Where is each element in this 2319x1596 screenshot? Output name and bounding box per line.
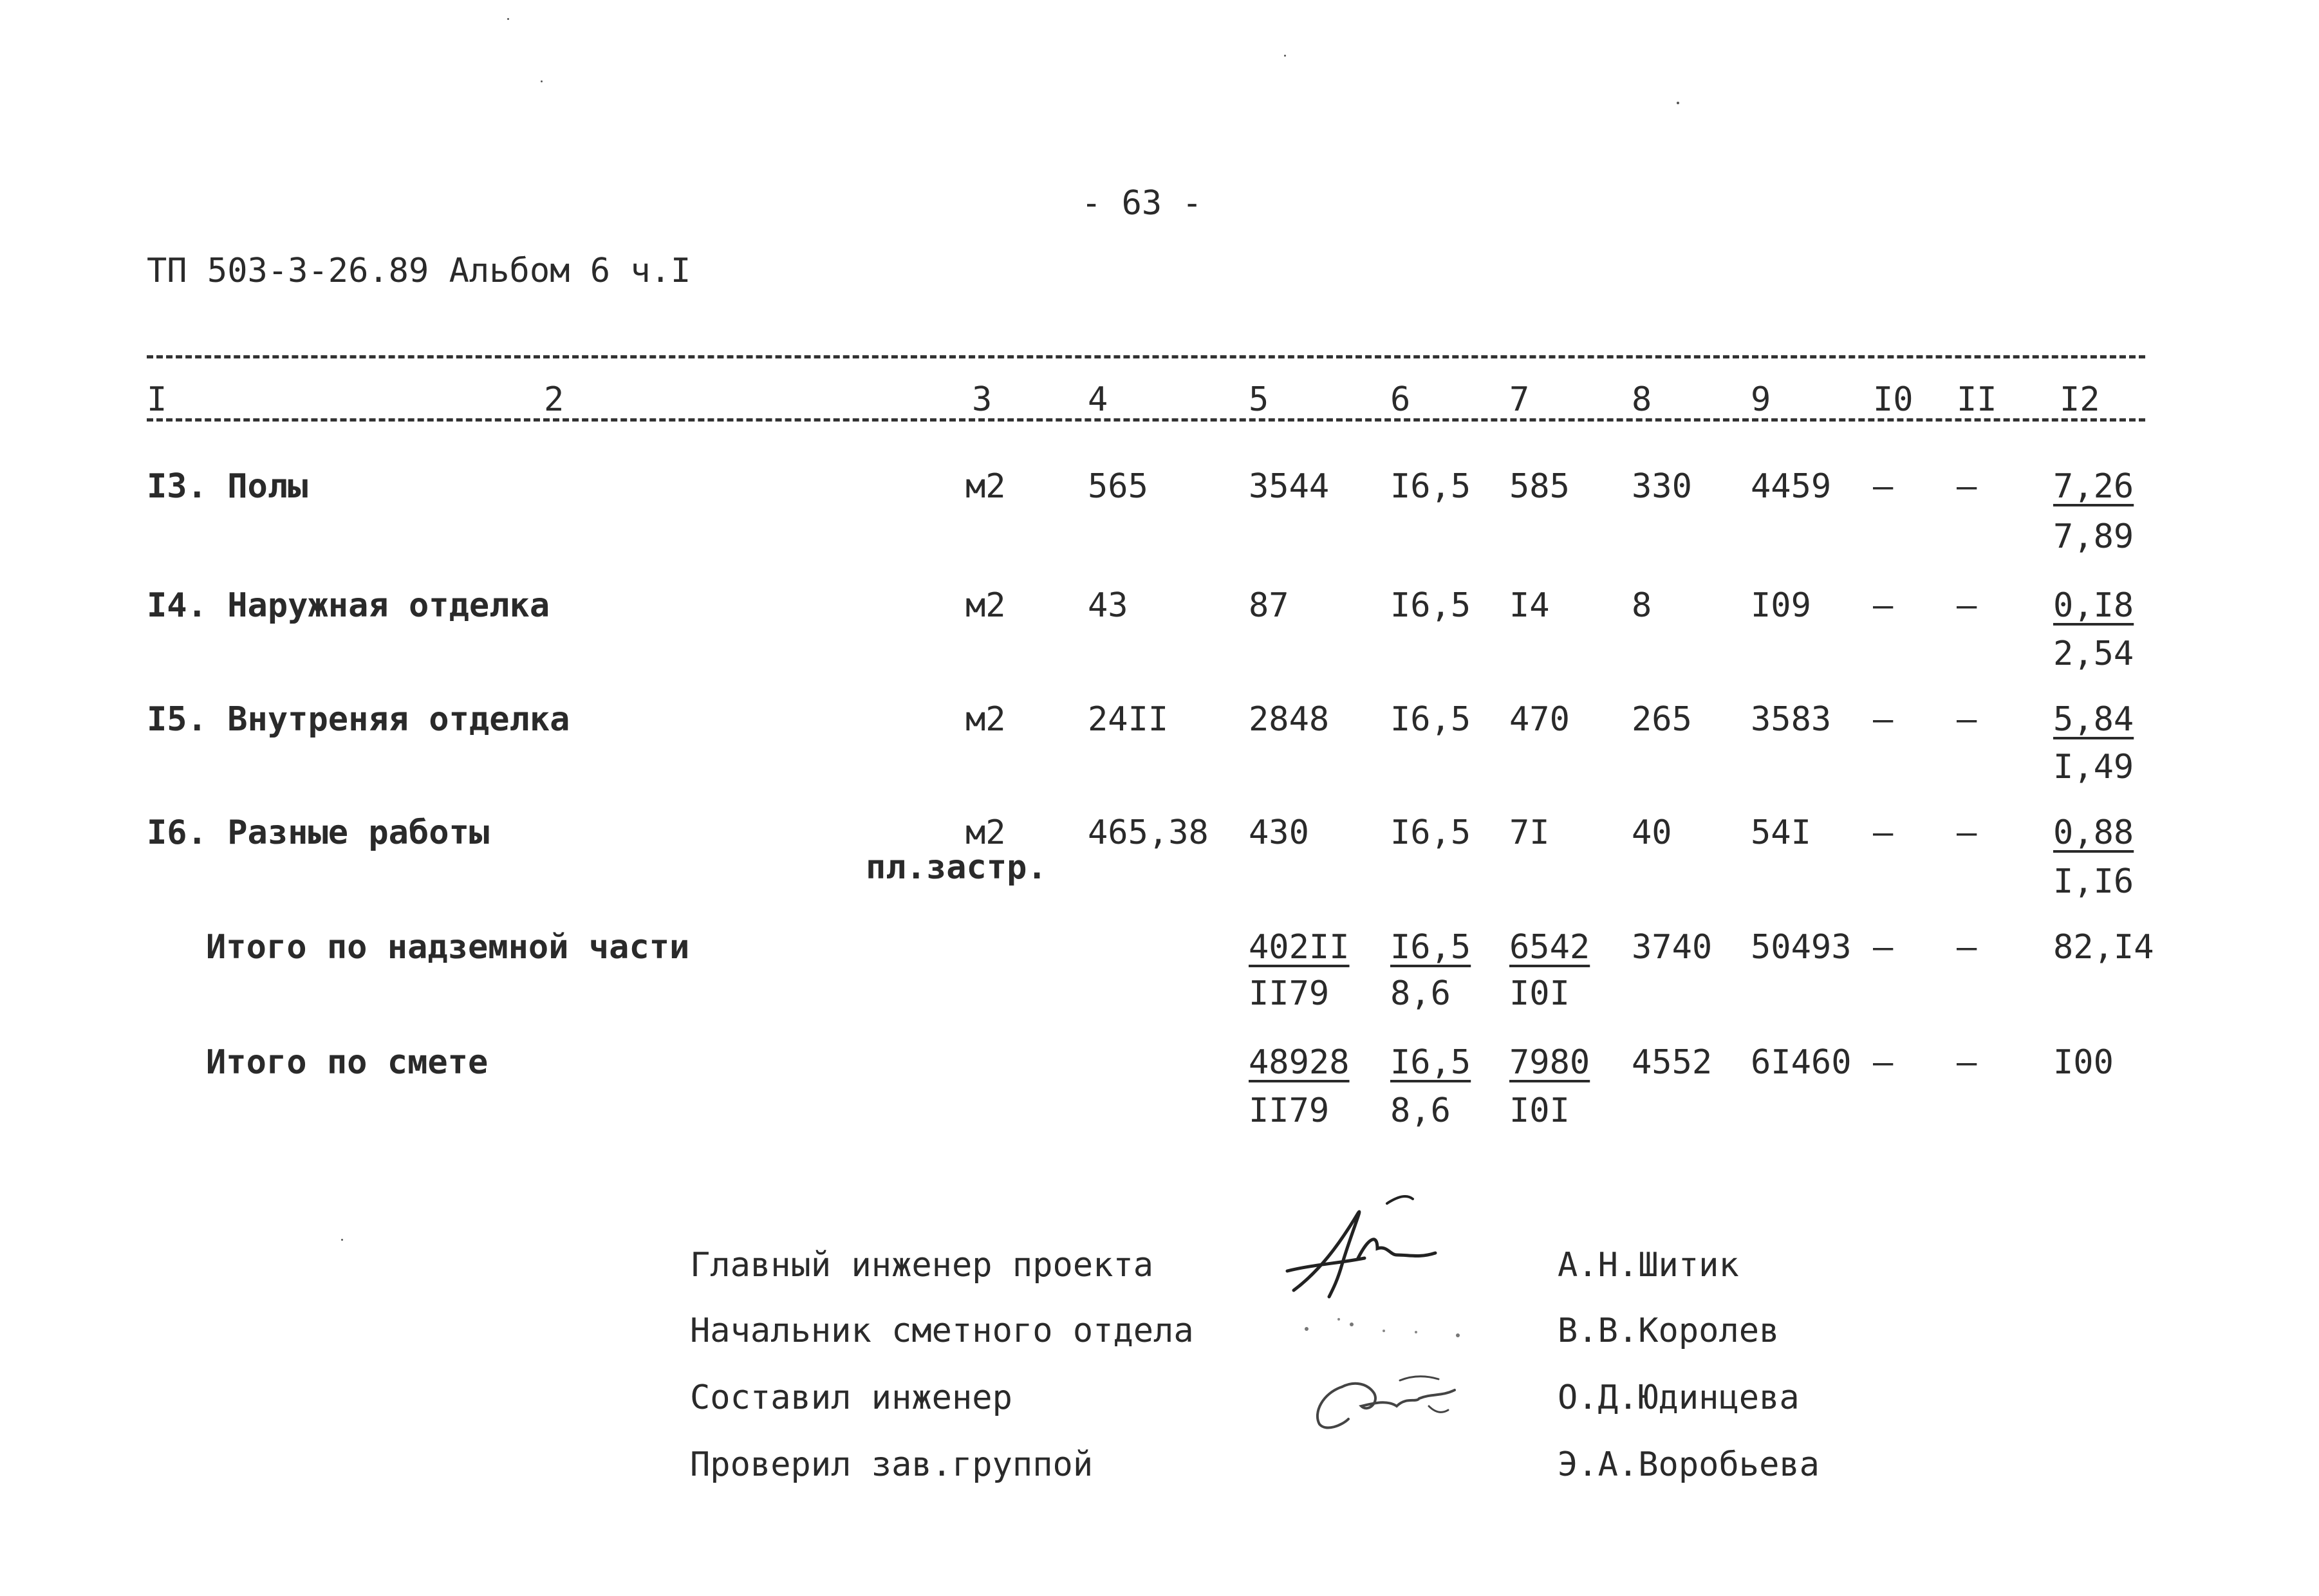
cell-col12: 0,88	[2053, 813, 2134, 852]
cell-col7: 6542	[1509, 928, 1590, 967]
faint-signature	[1294, 1306, 1474, 1345]
col-header: 8	[1632, 380, 1652, 419]
cell-col9: 4459	[1751, 467, 1832, 506]
row-name: I5. Внутреняя отделка	[147, 700, 570, 739]
cell-col10: –	[1873, 700, 1894, 739]
signature-role: Составил инженер	[690, 1378, 1012, 1417]
signature-role: Главный инженер проекта	[690, 1246, 1154, 1285]
col-header: I	[147, 380, 167, 419]
cell-col8: 265	[1632, 700, 1692, 739]
row-unit: м2	[965, 700, 1006, 739]
cell-col8: 40	[1632, 813, 1672, 852]
signature-role: Начальник сметного отдела	[690, 1312, 1194, 1350]
cell-col12: 82,I4	[2053, 928, 2154, 967]
cell-col11: –	[1957, 467, 1977, 506]
col-header: 9	[1751, 380, 1771, 419]
cell-col10: –	[1873, 1043, 1894, 1082]
row-unit: м2	[965, 813, 1006, 852]
cell-col5-lower: II79	[1249, 974, 1330, 1013]
cell-col8: 330	[1632, 467, 1692, 506]
signature-name: Э.А.Воробьева	[1558, 1445, 1820, 1484]
cell-col11: –	[1957, 928, 1977, 967]
signature-name: В.В.Королев	[1558, 1312, 1780, 1350]
col-header: 2	[544, 380, 564, 419]
row-unit-sub: пл.застр.	[866, 848, 1047, 887]
scan-speck	[541, 80, 543, 82]
cell-col6-lower: 8,6	[1390, 974, 1451, 1013]
col-header: 3	[972, 380, 992, 419]
cell-col9: 6I460	[1751, 1043, 1852, 1082]
cell-col11: –	[1957, 813, 1977, 852]
cell-col10: –	[1873, 467, 1894, 506]
cell-col8: 8	[1632, 586, 1652, 625]
cell-col11: –	[1957, 1043, 1977, 1082]
cell-col9: 3583	[1751, 700, 1832, 739]
col-header: 5	[1249, 380, 1269, 419]
cell-col4: 565	[1088, 467, 1148, 506]
cell-col4: 43	[1088, 586, 1128, 625]
col-header: 4	[1088, 380, 1108, 419]
cell-col4: 24II	[1088, 700, 1169, 739]
row-name: I6. Разные работы	[147, 813, 490, 852]
cell-col12: I00	[2053, 1043, 2114, 1082]
cell-col12-lower: I,49	[2053, 748, 2134, 786]
cell-col12: 7,26	[2053, 467, 2134, 506]
cell-col11: –	[1957, 586, 1977, 625]
row-name: I3. Полы	[147, 467, 308, 506]
cell-col7: I4	[1509, 586, 1550, 625]
row-name: I4. Наружная отделка	[147, 586, 550, 625]
cell-col7-lower: I0I	[1509, 1091, 1570, 1130]
scan-speck	[1284, 55, 1286, 57]
scan-speck	[1677, 102, 1679, 104]
signature-name: О.Д.Юдинцева	[1558, 1378, 1800, 1417]
cell-col12-lower: 7,89	[2053, 517, 2134, 556]
cell-col8: 3740	[1632, 928, 1713, 967]
cell-col6: I6,5	[1390, 1043, 1471, 1082]
cell-col6: I6,5	[1390, 700, 1471, 739]
cell-col10: –	[1873, 586, 1894, 625]
handwritten-signature	[1303, 1368, 1471, 1438]
cell-col5: 430	[1249, 813, 1309, 852]
cell-col11: –	[1957, 700, 1977, 739]
cell-col9: 50493	[1751, 928, 1852, 967]
cell-col12-lower: I,I6	[2053, 862, 2134, 901]
cell-col5: 48928	[1249, 1043, 1350, 1082]
cell-col12: 0,I8	[2053, 586, 2134, 625]
cell-col7: 585	[1509, 467, 1570, 506]
doc-header: ТП 503-3-26.89 Альбом 6 ч.I	[147, 252, 691, 290]
row-unit: м2	[965, 467, 1006, 506]
cell-col6: I6,5	[1390, 813, 1471, 852]
cell-col7: 7I	[1509, 813, 1550, 852]
cell-col6: I6,5	[1390, 467, 1471, 506]
header-rule-bottom	[147, 418, 2145, 422]
row-unit: м2	[965, 586, 1006, 625]
col-header: I0	[1873, 380, 1914, 419]
cell-col8: 4552	[1632, 1043, 1713, 1082]
cell-col7-lower: I0I	[1509, 974, 1570, 1013]
cell-col12: 5,84	[2053, 700, 2134, 739]
scan-speck	[341, 1239, 343, 1241]
col-header: II	[1957, 380, 1997, 419]
cell-col10: –	[1873, 813, 1894, 852]
cell-col12-lower: 2,54	[2053, 635, 2134, 673]
scan-speck	[507, 18, 509, 20]
cell-col7: 470	[1509, 700, 1570, 739]
signature-name: А.Н.Шитик	[1558, 1246, 1739, 1285]
row-name: Итого по надземной части	[206, 928, 690, 967]
page-number: - 63 -	[1081, 184, 1202, 223]
header-rule-top	[147, 355, 2145, 358]
cell-col7: 7980	[1509, 1043, 1590, 1082]
col-header: I2	[2060, 380, 2100, 419]
cell-col6: I6,5	[1390, 928, 1471, 967]
cell-col10: –	[1873, 928, 1894, 967]
cell-col9: I09	[1751, 586, 1811, 625]
col-header: 6	[1390, 380, 1411, 419]
cell-col6: I6,5	[1390, 586, 1471, 625]
cell-col4: 465,38	[1088, 813, 1209, 852]
cell-col5-lower: II79	[1249, 1091, 1330, 1130]
signature-role: Проверил зав.группой	[690, 1445, 1094, 1484]
cell-col5: 402II	[1249, 928, 1350, 967]
cell-col5: 2848	[1249, 700, 1330, 739]
row-name: Итого по смете	[206, 1043, 489, 1082]
cell-col5: 87	[1249, 586, 1289, 625]
cell-col5: 3544	[1249, 467, 1330, 506]
col-header: 7	[1509, 380, 1530, 419]
handwritten-signature	[1281, 1194, 1455, 1310]
cell-col9: 54I	[1751, 813, 1811, 852]
cell-col6-lower: 8,6	[1390, 1091, 1451, 1130]
